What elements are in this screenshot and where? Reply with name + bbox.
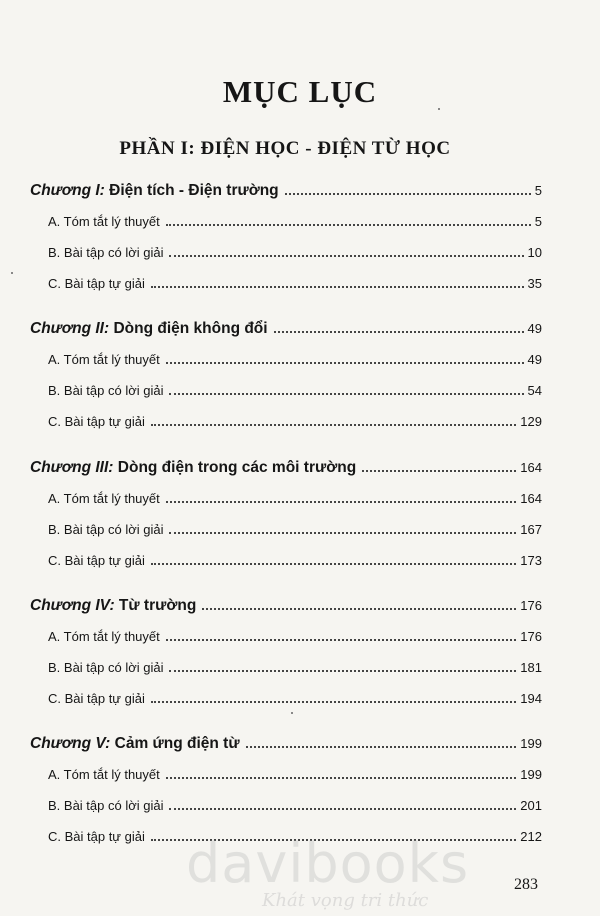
toc-section-row [0,380,600,402]
section-title: B. Bài tập có lời giải [48,245,164,260]
toc-section-row [0,349,600,371]
dot-leader [246,746,517,748]
part-heading: PHẦN I: ĐIỆN HỌC - ĐIỆN TỪ HỌC [119,138,451,159]
chapter-page-number: 176 [520,598,542,613]
toc-section-row [0,688,600,710]
chapter-name: Từ trường [118,597,197,614]
toc-section-row [0,488,600,510]
chapter-name: Điện tích - Điện trường [109,182,279,199]
section-page-number: 35 [527,276,542,291]
dot-leader [166,224,531,226]
section-title: B. Bài tập có lời giải [48,798,164,813]
chapter-title [30,457,356,479]
toc-section-row [0,795,600,817]
toc-section-row [0,519,600,541]
chapter-prefix: Chương II: [30,320,110,337]
dot-leader [169,532,516,534]
chapter-title [30,180,279,202]
toc-section-row [0,273,600,295]
section-page-number: 194 [520,691,542,706]
dot-leader [151,701,516,703]
chapter-prefix: Chương IV: [30,597,115,614]
dot-leader [166,639,517,641]
section-page-number: 167 [520,522,542,537]
dot-leader [166,501,517,503]
dot-leader [202,608,516,610]
toc-section-row [0,626,600,648]
section-page-number: 49 [527,352,542,367]
chapter-title [30,318,268,340]
section-title: B. Bài tập có lời giải [48,522,164,537]
toc-section-row [0,242,600,264]
section-title: B. Bài tập có lời giải [48,660,164,675]
section-title: A. Tóm tắt lý thuyết [48,629,160,644]
dot-leader [169,808,516,810]
toc-chapter-row [0,733,600,755]
section-page-number: 212 [520,829,542,844]
toc-section-row [0,411,600,433]
section-title: A. Tóm tắt lý thuyết [48,214,160,229]
section-page-number: 164 [520,491,542,506]
chapter-title [30,595,196,617]
chapter-name: Cảm ứng điện từ [114,735,240,752]
dot-leader [274,331,524,333]
scan-speck [438,108,440,110]
section-title: B. Bài tập có lời giải [48,383,164,398]
dot-leader [169,255,523,257]
section-page-number: 129 [520,414,542,429]
toc-chapter-row [0,180,600,202]
chapter-page-number: 5 [534,183,542,198]
dot-leader [362,470,516,472]
chapter-page-number: 199 [520,736,542,751]
page-number: 283 [514,876,538,893]
section-title: A. Tóm tắt lý thuyết [48,491,160,506]
toc-section-row [0,657,600,679]
section-page-number: 176 [520,629,542,644]
chapter-prefix: Chương III: [30,459,114,476]
toc-section-row [0,764,600,786]
section-title: C. Bài tập tự giải [48,553,145,568]
toc-section-row [0,550,600,572]
chapter-page-number: 164 [520,460,542,475]
scan-speck [291,712,293,714]
dot-leader [285,193,531,195]
chapter-title [30,733,240,755]
dot-leader [151,286,524,288]
section-page-number: 181 [520,660,542,675]
watermark-brand: davibooks [186,832,470,895]
dot-leader [166,362,524,364]
section-title: C. Bài tập tự giải [48,829,145,844]
section-title: C. Bài tập tự giải [48,691,145,706]
section-page-number: 173 [520,553,542,568]
watermark-tagline: Khát vọng tri thức [262,890,429,911]
section-title: A. Tóm tắt lý thuyết [48,767,160,782]
section-title: C. Bài tập tự giải [48,276,145,291]
dot-leader [169,670,516,672]
dot-leader [151,424,516,426]
dot-leader [169,393,523,395]
dot-leader [166,777,517,779]
section-page-number: 199 [520,767,542,782]
section-page-number: 201 [520,798,542,813]
dot-leader [151,563,516,565]
section-page-number: 5 [534,214,542,229]
section-page-number: 10 [527,245,542,260]
toc-chapter-row [0,457,600,479]
page-title: MỤC LỤC [222,74,378,109]
toc-section-row [0,211,600,233]
chapter-name: Dòng điện trong các môi trường [117,459,357,476]
scan-speck [11,272,13,274]
section-title: C. Bài tập tự giải [48,414,145,429]
toc-chapter-row [0,318,600,340]
section-title: A. Tóm tắt lý thuyết [48,352,160,367]
toc-chapter-row [0,595,600,617]
chapter-prefix: Chương V: [30,735,111,752]
section-page-number: 54 [527,383,542,398]
chapter-page-number: 49 [527,321,542,336]
chapter-name: Dòng điện không đổi [113,320,268,337]
chapter-prefix: Chương I: [30,182,105,199]
